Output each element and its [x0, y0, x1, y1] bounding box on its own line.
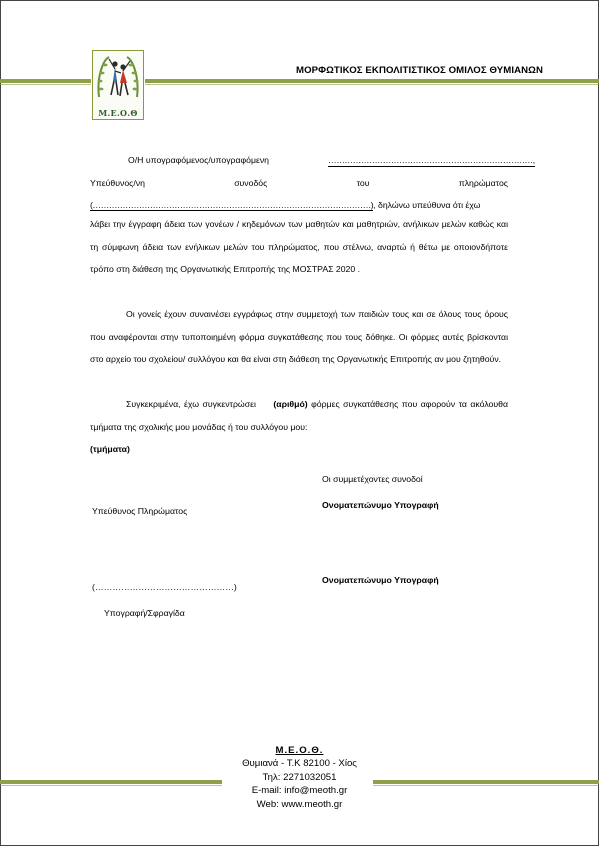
crew-name-field[interactable]: (…………………………………………………………………………………………): [90, 200, 374, 210]
paragraph-parents: Οι γονείς έχουν συναινέσει εγγράφως στην συμμετοχή των παιδιών τους και σε όλους τους όρους που αναφέρονται στην τυποποιημένη φόρμα συγκατάθεσης που τους δόθηκε. Οι φόρμες αυτές βρίσκονται στο αρχείο του σχολείου/ συλλόγου και θα είναι στη διάθεση της Οργανωτικής Επιτροπής αν μου ζητηθούν.: [90, 309, 508, 364]
declarant-name-field[interactable]: [328, 155, 535, 167]
crew-leader-label: Υπεύθυνος Πληρώματος: [92, 506, 188, 516]
forms-number-placeholder[interactable]: (αριθμό): [273, 399, 308, 409]
signature-stamp-label: Υπογραφή/Σφραγίδα: [104, 608, 185, 618]
footer-email[interactable]: E-mail: info@meoth.gr: [251, 785, 348, 797]
paragraph-forms: [90, 393, 508, 461]
organization-logo: [92, 50, 144, 120]
crew-name-line: [90, 200, 508, 210]
paragraph-consent: λάβει την έγγραφη άδεια των γονέων / κηδεμόνων των μαθητών και μαθητριών, ανήλικων μελών καθώς και τη σύμφωνη άδεια των ενήλικων μελών του πληρώματος, που στέλνω, αναρτώ ή θέτω με οποιονδήποτε τρόπο στη διάθεση της Οργανωτικής Επιτροπής της ΜΟΣΤΡΑΣ 2020 .: [90, 219, 508, 274]
dancers-icon: [93, 51, 143, 107]
forms-text-a: Συγκεκριμένα, έχω συγκεντρώσει: [126, 399, 256, 409]
footer-web[interactable]: Web: www.meoth.gr: [256, 798, 343, 810]
word-crew: πληρώματος: [458, 178, 508, 188]
header-rule-left: [0, 79, 91, 83]
sections-placeholder[interactable]: (τμήματα): [90, 444, 130, 454]
word-of: του: [356, 178, 370, 188]
escort-name-signature-1: Ονοματεπώνυμο Υπογραφή: [322, 500, 439, 510]
header-rule-right: [145, 79, 599, 83]
declarant-label: Ο/Η υπογραφόμενος/υπογραφόμενη: [128, 155, 270, 165]
word-escort: συνοδός: [234, 178, 268, 188]
footer-phone: Τηλ: 2271032051: [262, 771, 337, 783]
header-rule-left-thin: [0, 84, 91, 85]
escorts-title: Οι συμμετέχοντες συνοδοί: [322, 474, 423, 484]
forms-text-b: φόρμες συγκατάθεσης που αφορούν τα ακόλουθα τμήματα της σχολικής μου μονάδας ή του συλλόγου μου:: [90, 399, 508, 432]
organization-name: ΜΟΡΦΩΤΙΚΟΣ ΕΚΠΟΛΙΤΙΣΤΙΚΟΣ ΟΜΙΛΟΣ ΘΥΜΙΑΝΩΝ: [296, 65, 543, 76]
logo-text: Μ.Ε.Ο.Θ: [98, 108, 138, 118]
footer-address: Θυμιανά - Τ.Κ 82100 - Χίος: [242, 758, 357, 770]
escort-name-signature-2: Ονοματεπώνυμο Υπογραφή: [322, 575, 439, 585]
declarant-comma: ,: [532, 155, 535, 165]
crew-leader-name-field[interactable]: (…………………………………………): [92, 582, 237, 592]
word-responsible: Υπεύθυνος/νη: [90, 178, 145, 188]
footer-contact: [0, 744, 599, 811]
declaration-text: , δηλώνω υπεύθυνα ότι έχω: [373, 200, 481, 210]
footer-title: Μ.Ε.Ο.Θ.: [275, 745, 324, 756]
header-rule-right-thin: [145, 84, 599, 85]
responsible-line: [90, 178, 508, 188]
declarant-dots: …………………………………………………………………: [328, 155, 533, 165]
